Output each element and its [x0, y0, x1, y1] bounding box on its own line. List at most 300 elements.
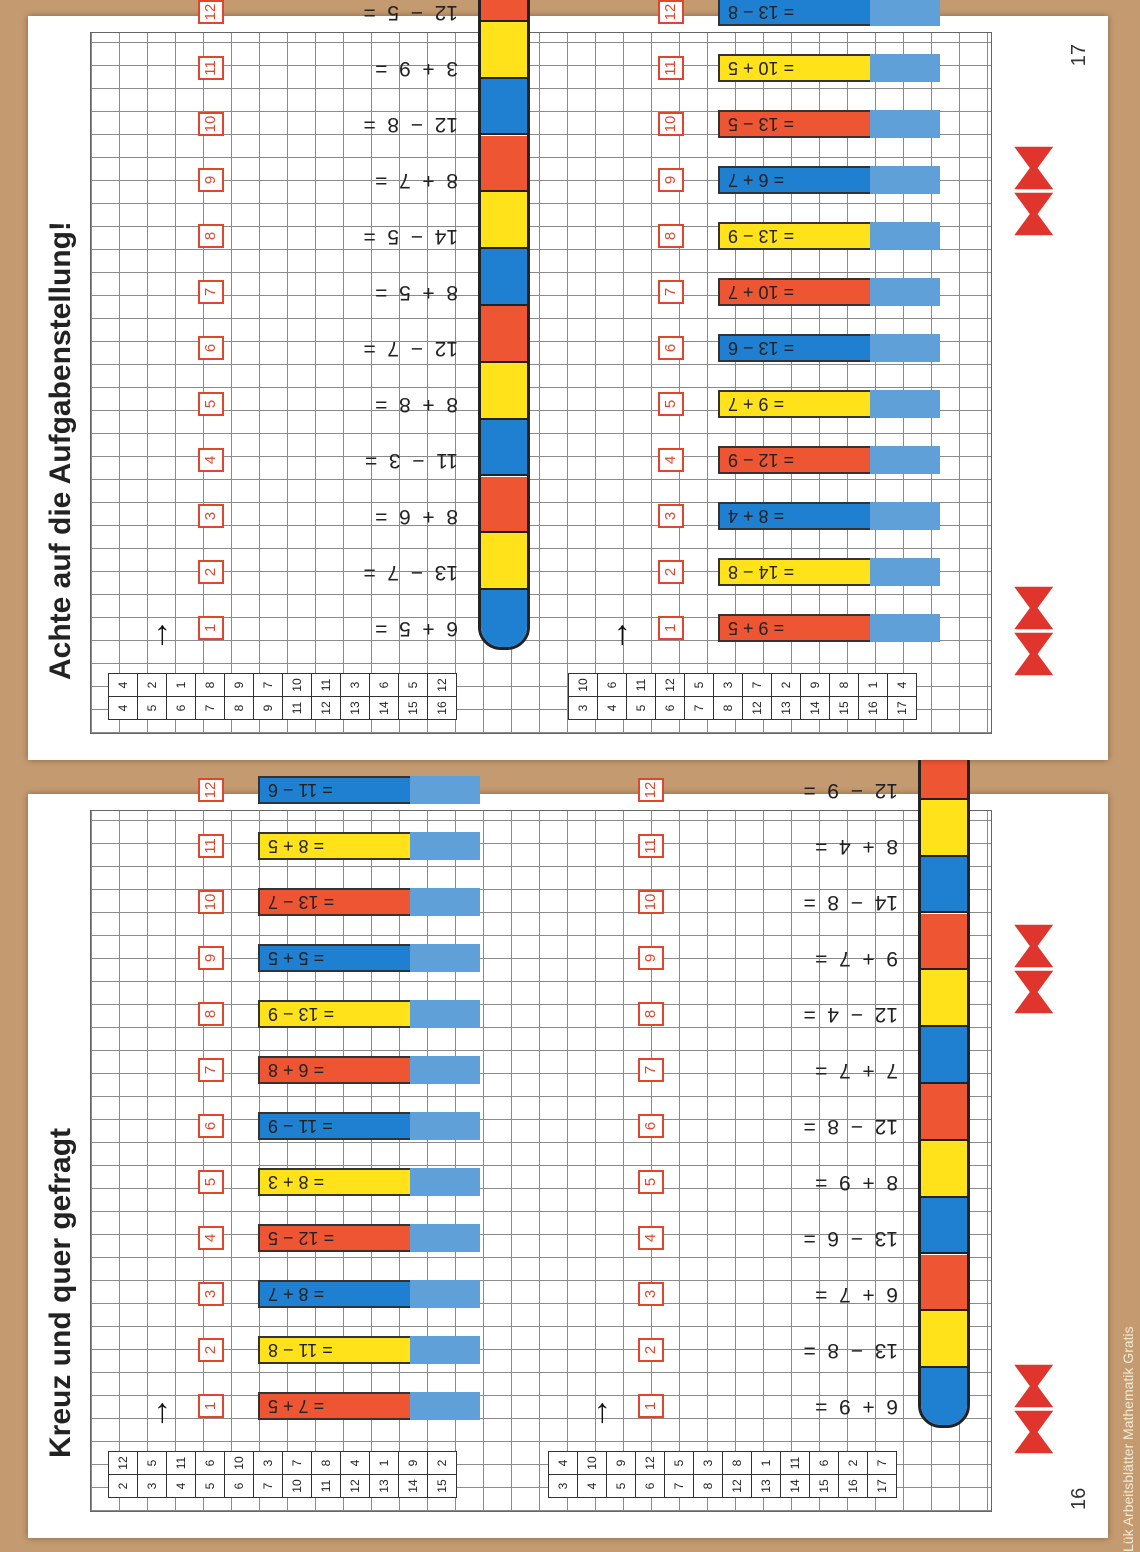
- task-row: [638, 1336, 918, 1364]
- task-row: [198, 614, 478, 642]
- pair-answer: 4: [109, 674, 138, 697]
- pair-number: 15: [428, 1475, 457, 1498]
- pair-number: 16: [428, 697, 457, 720]
- capsule-segment: [481, 22, 527, 79]
- number-pair-row: [196, 1452, 225, 1498]
- pair-answer: 1: [167, 674, 196, 697]
- pair-number: 2: [109, 1475, 138, 1498]
- task-row: [198, 502, 478, 530]
- task-number-badge: 4: [638, 1226, 664, 1250]
- pair-number: 15: [830, 697, 859, 720]
- shape-pattern: ⧓⧓: [1004, 148, 1062, 240]
- number-pair-row: [341, 1452, 370, 1498]
- task-expression: 12 − 9 =: [803, 779, 898, 802]
- task-expression: = 7 + 5: [268, 1396, 325, 1416]
- number-pair-row: [607, 1452, 636, 1498]
- pair-number: 7: [685, 697, 714, 720]
- task-row: [198, 1224, 478, 1252]
- task-number-badge: 1: [658, 616, 684, 640]
- task-row: [658, 166, 938, 194]
- pair-number: 13: [370, 1475, 399, 1498]
- pair-number: 3: [138, 1475, 167, 1498]
- number-pair-row: [109, 674, 138, 720]
- number-pair-row: [196, 674, 225, 720]
- pair-answer: 10: [225, 1452, 254, 1475]
- color-capsule: [478, 0, 530, 650]
- task-number-badge: 4: [658, 448, 684, 472]
- number-pair-row: [167, 674, 196, 720]
- pair-number: 17: [888, 697, 917, 720]
- task-expression: 6 + 9 =: [815, 1395, 898, 1418]
- colored-answer-bar: [258, 1280, 412, 1308]
- task-number-badge: 4: [198, 448, 224, 472]
- blue-answer-strip: [870, 278, 940, 306]
- pair-answer: 9: [607, 1452, 636, 1475]
- task-number-badge: 9: [198, 168, 224, 192]
- task-expression: 8 + 9 =: [815, 1171, 898, 1194]
- color-capsule: [918, 740, 970, 1428]
- pair-answer: 6: [810, 1452, 839, 1475]
- pair-answer: 5: [399, 674, 428, 697]
- pair-number: 9: [254, 697, 283, 720]
- task-expression: = 13 − 7: [268, 892, 335, 912]
- task-row: [638, 1280, 918, 1308]
- task-row: [658, 278, 938, 306]
- pair-number: 6: [225, 1475, 254, 1498]
- task-row: [198, 334, 478, 362]
- number-pair-row: [399, 1452, 428, 1498]
- task-expression: 6 + 7 =: [815, 1283, 898, 1306]
- blue-answer-strip: [870, 390, 940, 418]
- number-pair-row: [781, 1452, 810, 1498]
- task-number-badge: 11: [198, 834, 224, 858]
- number-pair-row: [138, 1452, 167, 1498]
- pair-answer: 2: [428, 1452, 457, 1475]
- task-number-badge: 5: [198, 1170, 224, 1194]
- colored-answer-bar: [258, 1224, 412, 1252]
- task-row: [658, 334, 938, 362]
- pair-answer: 11: [167, 1452, 196, 1475]
- colored-answer-bar: [258, 1056, 412, 1084]
- task-expression: = 6 + 8: [268, 1060, 325, 1080]
- task-expression: = 13 − 9: [728, 226, 795, 246]
- page-17: [28, 1, 1108, 760]
- task-expression: = 13 − 9: [268, 1004, 335, 1024]
- task-expression: = 10 + 7: [728, 282, 795, 302]
- blue-answer-strip: [870, 222, 940, 250]
- pair-number: 8: [225, 697, 254, 720]
- colored-answer-bar: [718, 334, 872, 362]
- number-pairs-table: [548, 1451, 897, 1498]
- pair-answer: 2: [772, 674, 801, 697]
- task-row: [638, 1392, 918, 1420]
- number-pair-row: [578, 1452, 607, 1498]
- task-number-badge: 1: [198, 616, 224, 640]
- colored-answer-bar: [258, 1336, 412, 1364]
- task-number-badge: 8: [198, 224, 224, 248]
- pair-number: 15: [810, 1475, 839, 1498]
- pair-number: 12: [743, 697, 772, 720]
- colored-answer-bar: [258, 832, 412, 860]
- task-expression: 13 − 8 =: [803, 1339, 898, 1362]
- number-pair-row: [283, 674, 312, 720]
- task-number-badge: 10: [198, 890, 224, 914]
- task-row: [198, 222, 478, 250]
- number-pair-row: [283, 1452, 312, 1498]
- number-pair-row: [810, 1452, 839, 1498]
- exercise-block-arithmetic: [548, 779, 988, 1498]
- arrow-icon: →: [138, 1396, 176, 1430]
- task-expression: = 9 + 7: [728, 394, 785, 414]
- pair-number: 4: [109, 697, 138, 720]
- task-row: [658, 390, 938, 418]
- colored-answer-bar: [258, 776, 412, 804]
- arrow-icon: →: [598, 618, 636, 652]
- task-number-badge: 9: [198, 946, 224, 970]
- capsule-segment: [921, 800, 967, 857]
- number-pair-row: [428, 1452, 457, 1498]
- pair-answer: 3: [341, 674, 370, 697]
- arrow-icon: →: [578, 1396, 616, 1430]
- task-row: [638, 1000, 918, 1028]
- pair-answer: 12: [428, 674, 457, 697]
- task-row: [198, 0, 478, 26]
- task-expression: = 9 + 5: [728, 618, 785, 638]
- task-number-badge: 2: [638, 1338, 664, 1362]
- task-number-badge: 9: [638, 946, 664, 970]
- task-expression: = 12 − 9: [728, 450, 795, 470]
- task-expression: 14 − 5 =: [363, 225, 458, 248]
- colored-answer-bar: [258, 1112, 412, 1140]
- task-number-badge: 10: [658, 112, 684, 136]
- task-expression: = 8 + 3: [268, 1172, 325, 1192]
- pair-number: 14: [801, 697, 830, 720]
- pair-answer: 12: [656, 674, 685, 697]
- task-number-badge: 8: [638, 1002, 664, 1026]
- capsule-segment: [481, 420, 527, 477]
- colored-answer-bar: [258, 1168, 412, 1196]
- number-pair-row: [254, 674, 283, 720]
- task-number-badge: 3: [658, 504, 684, 528]
- task-row: [638, 888, 918, 916]
- task-number-badge: 7: [638, 1058, 664, 1082]
- capsule-segment: [481, 306, 527, 363]
- number-pair-row: [743, 674, 772, 720]
- exercise-block-bar-tasks: [568, 2, 988, 720]
- pair-number: 17: [868, 1475, 897, 1498]
- pair-number: 6: [656, 697, 685, 720]
- blue-answer-strip: [870, 0, 940, 26]
- blue-answer-strip: [870, 614, 940, 642]
- capsule-segment: [921, 970, 967, 1027]
- blue-answer-strip: [410, 1280, 480, 1308]
- blue-answer-strip: [410, 1336, 480, 1364]
- number-pair-row: [370, 1452, 399, 1498]
- task-row: [638, 776, 918, 804]
- task-row: [638, 1224, 918, 1252]
- pair-answer: 3: [254, 1452, 283, 1475]
- colored-answer-bar: [718, 222, 872, 250]
- task-row: [638, 1056, 918, 1084]
- task-expression: 13 − 7 =: [363, 561, 458, 584]
- capsule-segment: [481, 0, 527, 22]
- task-expression: 8 + 5 =: [375, 281, 458, 304]
- pair-number: 14: [399, 1475, 428, 1498]
- task-row: [198, 110, 478, 138]
- number-pair-row: [138, 674, 167, 720]
- task-row: [658, 446, 938, 474]
- task-expression: 12 − 7 =: [363, 337, 458, 360]
- task-number-badge: 3: [198, 1282, 224, 1306]
- pair-answer: 5: [665, 1452, 694, 1475]
- pair-number: 3: [569, 697, 598, 720]
- pair-number: 13: [772, 697, 801, 720]
- colored-answer-bar: [718, 166, 872, 194]
- task-row: [658, 110, 938, 138]
- blue-answer-strip: [410, 944, 480, 972]
- task-expression: 3 + 9 =: [375, 57, 458, 80]
- capsule-segment: [921, 1141, 967, 1198]
- pair-answer: 4: [888, 674, 917, 697]
- capsule-segment: [481, 533, 527, 590]
- number-pairs-table: [108, 1451, 457, 1498]
- capsule-segment: [481, 363, 527, 420]
- blue-answer-strip: [410, 1112, 480, 1140]
- capsule-segment: [921, 1027, 967, 1084]
- pair-number: 12: [312, 697, 341, 720]
- page-number: 16: [1068, 1487, 1090, 1510]
- number-pair-row: [109, 1452, 138, 1498]
- task-expression: = 12 − 5: [268, 1228, 335, 1248]
- number-pair-row: [598, 674, 627, 720]
- pair-number: 10: [283, 1475, 312, 1498]
- exercise-block-bar-tasks: [108, 780, 528, 1498]
- pair-answer: 2: [138, 674, 167, 697]
- colored-answer-bar: [718, 502, 872, 530]
- number-pair-row: [627, 674, 656, 720]
- blue-answer-strip: [410, 776, 480, 804]
- number-pair-row: [254, 1452, 283, 1498]
- number-pair-row: [225, 1452, 254, 1498]
- pair-answer: 7: [868, 1452, 897, 1475]
- shape-pattern: ⧓⧓: [1004, 1366, 1062, 1458]
- pair-number: 4: [598, 697, 627, 720]
- capsule-segment: [481, 477, 527, 534]
- task-expression: = 6 + 7: [728, 170, 785, 190]
- pair-answer: 9: [801, 674, 830, 697]
- task-expression: 12 − 8 =: [803, 1115, 898, 1138]
- task-row: [198, 558, 478, 586]
- blue-answer-strip: [410, 1168, 480, 1196]
- pair-number: 8: [714, 697, 743, 720]
- pair-answer: 1: [859, 674, 888, 697]
- arrow-icon: →: [138, 618, 176, 652]
- blue-answer-strip: [410, 1000, 480, 1028]
- number-pair-row: [723, 1452, 752, 1498]
- pair-answer: 4: [549, 1452, 578, 1475]
- pair-answer: 1: [370, 1452, 399, 1475]
- page-16: [28, 779, 1108, 1538]
- page-title: Achte auf die Aufgabenstellung!: [44, 221, 77, 680]
- task-row: [198, 832, 478, 860]
- pair-answer: 6: [196, 1452, 225, 1475]
- task-number-badge: 4: [198, 1226, 224, 1250]
- task-row: [198, 1280, 478, 1308]
- number-pair-row: [428, 674, 457, 720]
- task-number-badge: 6: [658, 336, 684, 360]
- colored-answer-bar: [718, 0, 872, 26]
- task-row: [198, 446, 478, 474]
- task-expression: 12 − 5 =: [363, 1, 458, 24]
- number-pair-row: [752, 1452, 781, 1498]
- task-row: [198, 166, 478, 194]
- pair-answer: 7: [743, 674, 772, 697]
- colored-answer-bar: [718, 558, 872, 586]
- blue-answer-strip: [870, 110, 940, 138]
- task-row: [198, 1336, 478, 1364]
- blue-answer-strip: [870, 558, 940, 586]
- capsule-segment: [481, 249, 527, 306]
- task-number-badge: 6: [198, 1114, 224, 1138]
- pair-number: 12: [341, 1475, 370, 1498]
- pair-number: 16: [859, 697, 888, 720]
- pair-answer: 3: [694, 1452, 723, 1475]
- task-row: [198, 390, 478, 418]
- task-number-badge: 11: [198, 56, 224, 80]
- number-pair-row: [167, 1452, 196, 1498]
- pair-answer: 2: [839, 1452, 868, 1475]
- task-row: [198, 1392, 478, 1420]
- pair-number: 4: [167, 1475, 196, 1498]
- task-number-badge: 6: [638, 1114, 664, 1138]
- cartoon-girl-figure: [28, 750, 46, 760]
- number-pair-row: [830, 674, 859, 720]
- number-pair-row: [225, 674, 254, 720]
- number-pair-row: [656, 674, 685, 720]
- page-title: Kreuz und quer gefragt: [44, 1127, 77, 1458]
- task-row: [198, 54, 478, 82]
- pair-answer: 4: [341, 1452, 370, 1475]
- task-row: [198, 944, 478, 972]
- pair-number: 14: [781, 1475, 810, 1498]
- pair-answer: 5: [138, 1452, 167, 1475]
- number-pair-row: [888, 674, 917, 720]
- number-pair-row: [549, 1452, 578, 1498]
- blue-answer-strip: [410, 1224, 480, 1252]
- task-row: [658, 614, 938, 642]
- task-expression: = 14 − 8: [728, 562, 795, 582]
- pair-number: 6: [167, 697, 196, 720]
- pair-answer: 8: [196, 674, 225, 697]
- pair-answer: 8: [723, 1452, 752, 1475]
- task-expression: = 11 − 6: [268, 780, 333, 800]
- pair-answer: 6: [370, 674, 399, 697]
- task-row: [658, 54, 938, 82]
- pair-number: 14: [370, 697, 399, 720]
- capsule-segment: [921, 1084, 967, 1141]
- shape-pattern: ⧓⧓: [1004, 588, 1062, 680]
- number-pair-row: [868, 1452, 897, 1498]
- blue-answer-strip: [870, 334, 940, 362]
- pair-number: 7: [665, 1475, 694, 1498]
- pair-answer: 9: [399, 1452, 428, 1475]
- task-row: [638, 1168, 918, 1196]
- number-pair-row: [859, 674, 888, 720]
- task-number-badge: 2: [198, 560, 224, 584]
- task-expression: = 8 + 4: [728, 506, 785, 526]
- task-number-badge: 3: [198, 504, 224, 528]
- pair-number: 7: [254, 1475, 283, 1498]
- task-number-badge: 12: [198, 0, 224, 24]
- capsule-segment: [921, 1311, 967, 1368]
- colored-answer-bar: [718, 390, 872, 418]
- pair-answer: 11: [312, 674, 341, 697]
- number-pair-row: [665, 1452, 694, 1498]
- pair-number: 16: [839, 1475, 868, 1498]
- task-expression: 12 − 8 =: [363, 113, 458, 136]
- task-number-badge: 5: [658, 392, 684, 416]
- pair-answer: 11: [781, 1452, 810, 1475]
- task-expression: 8 + 4 =: [815, 835, 898, 858]
- task-number-badge: 5: [198, 392, 224, 416]
- task-expression: = 13 − 6: [728, 338, 795, 358]
- number-pairs-table: [108, 673, 457, 720]
- task-number-badge: 12: [198, 778, 224, 802]
- task-row: [658, 222, 938, 250]
- pair-number: 13: [341, 697, 370, 720]
- colored-answer-bar: [258, 1392, 412, 1420]
- task-number-badge: 9: [658, 168, 684, 192]
- number-pair-row: [569, 674, 598, 720]
- task-expression: = 13 − 5: [728, 114, 795, 134]
- task-number-badge: 7: [198, 280, 224, 304]
- task-number-badge: 10: [638, 890, 664, 914]
- number-pair-row: [370, 674, 399, 720]
- exercise-block-arithmetic: [108, 1, 548, 720]
- task-expression: 6 + 5 =: [375, 617, 458, 640]
- capsule-segment: [921, 914, 967, 971]
- blue-answer-strip: [870, 166, 940, 194]
- pair-answer: 1: [752, 1452, 781, 1475]
- task-expression: 13 − 6 =: [803, 1227, 898, 1250]
- task-expression: = 11 − 9: [268, 1116, 333, 1136]
- task-expression: = 13 − 8: [728, 2, 795, 22]
- colored-answer-bar: [258, 1000, 412, 1028]
- task-expression: 11 − 3 =: [364, 449, 458, 472]
- colored-answer-bar: [718, 54, 872, 82]
- task-number-badge: 1: [198, 1394, 224, 1418]
- task-number-badge: 12: [658, 0, 684, 24]
- task-expression: = 5 + 5: [268, 948, 325, 968]
- colored-answer-bar: [718, 110, 872, 138]
- task-number-badge: 6: [198, 336, 224, 360]
- pair-number: 3: [549, 1475, 578, 1498]
- pair-number: 15: [399, 697, 428, 720]
- number-pair-row: [772, 674, 801, 720]
- colored-answer-bar: [718, 446, 872, 474]
- pair-number: 6: [636, 1475, 665, 1498]
- task-number-badge: 8: [198, 1002, 224, 1026]
- pair-number: 5: [607, 1475, 636, 1498]
- pair-answer: 10: [569, 674, 598, 697]
- task-number-badge: 8: [658, 224, 684, 248]
- number-pair-row: [801, 674, 830, 720]
- task-expression: 12 − 4 =: [803, 1003, 898, 1026]
- pair-number: 11: [312, 1475, 341, 1498]
- task-number-badge: 3: [638, 1282, 664, 1306]
- pair-answer: 3: [714, 674, 743, 697]
- task-number-badge: 12: [638, 778, 664, 802]
